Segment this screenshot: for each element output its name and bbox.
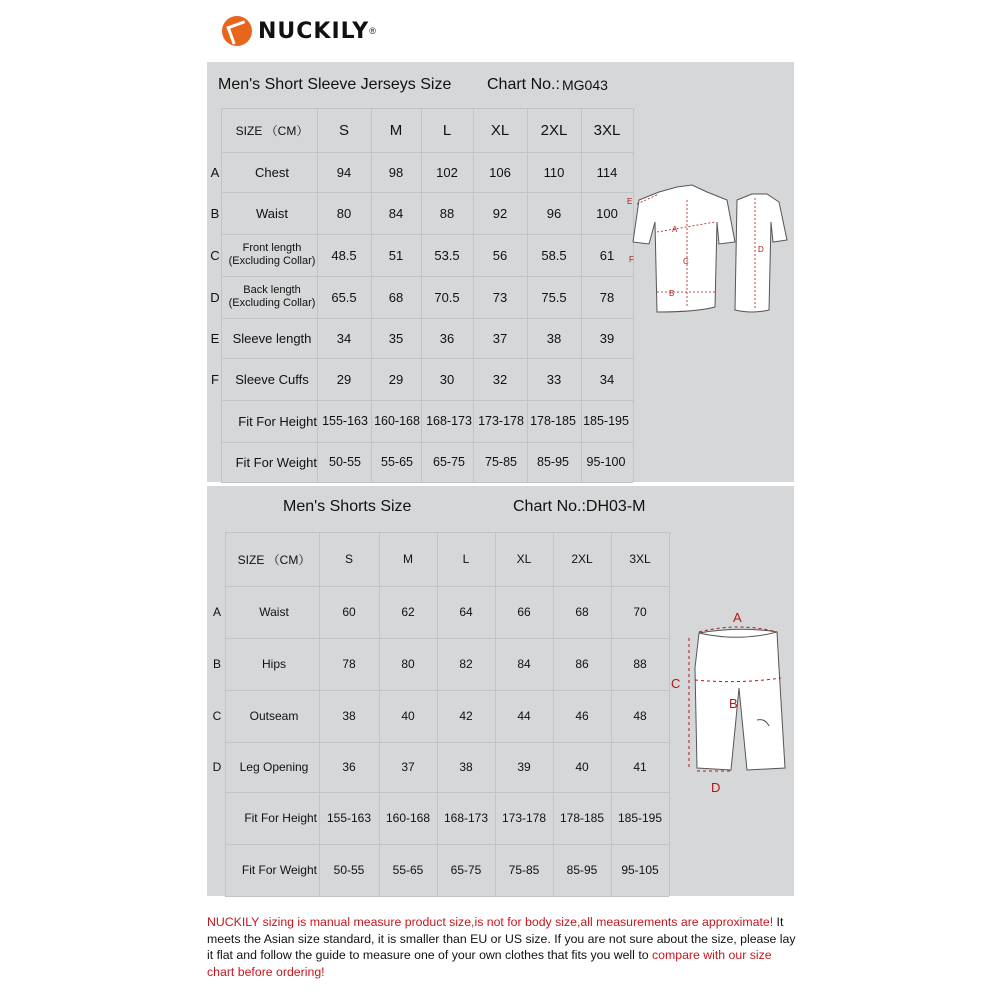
shorts-shape	[695, 629, 785, 770]
size-column-header: L	[442, 121, 452, 139]
table-cell: 75.5	[541, 289, 567, 305]
table-cell: 82	[459, 657, 473, 671]
jersey-letter-b: B	[669, 289, 675, 298]
shorts-letter-d: D	[711, 780, 721, 795]
table-cell: 40	[401, 709, 415, 723]
table-cell: 84	[517, 657, 531, 671]
table-cell: 155-163	[322, 414, 368, 428]
table-cell: 95-100	[586, 455, 626, 469]
table-cell: 114	[596, 164, 618, 180]
table-cell: 50-55	[333, 863, 365, 877]
row-label-main: Front length	[242, 242, 302, 254]
table-cell: 48	[633, 709, 647, 723]
table-cell: 58.5	[541, 247, 567, 263]
size-column-header: XL	[490, 121, 510, 139]
row-letter: D	[210, 289, 220, 305]
table-cell: 50-55	[329, 455, 361, 469]
table-cell: 70.5	[434, 289, 460, 305]
table-cell: 68	[575, 605, 589, 619]
table-cell: 35	[388, 330, 404, 346]
table-cell: 85-95	[566, 863, 598, 877]
table-cell: 168-173	[426, 414, 472, 428]
fit-height-label: Fit For Height	[238, 413, 317, 429]
table-cell: 42	[459, 709, 473, 723]
row-letter: F	[211, 371, 219, 387]
table-cell: 73	[492, 289, 508, 305]
table-cell: 88	[439, 205, 455, 221]
table-cell: 92	[492, 205, 508, 221]
table-cell: 46	[575, 709, 589, 723]
nuckily-logo-icon	[222, 16, 252, 46]
table-cell: 53.5	[434, 247, 460, 263]
row-label: Sleeve length	[232, 330, 312, 346]
table-cell: 37	[401, 760, 415, 774]
table-cell: 84	[388, 205, 404, 221]
table-cell: 178-185	[530, 414, 576, 428]
table-cell: 36	[439, 330, 455, 346]
size-column-header: XL	[516, 552, 532, 566]
table-cell: 185-195	[583, 414, 629, 428]
row-letter: E	[210, 330, 220, 346]
table-cell: 51	[388, 247, 404, 263]
table-cell: 44	[517, 709, 531, 723]
table-cell: 39	[599, 330, 615, 346]
shorts-letter-c: C	[671, 676, 681, 691]
sizing-note-body: It meets the Asian size standard, it is smaller than EU or US size. If you are not sure about the size, please lay it flat and follow the guide to measure one of your own clothes that fits you well to	[207, 915, 796, 962]
row-letter: D	[212, 760, 222, 774]
table-cell: 75-85	[485, 455, 517, 469]
jersey-diagram	[627, 182, 792, 332]
table-cell: 185-195	[617, 811, 663, 825]
table-cell: 41	[633, 760, 647, 774]
jersey-chart-no-label: Chart No.:	[487, 76, 560, 93]
sizing-note	[207, 914, 797, 980]
shorts-letter-b: B	[729, 696, 738, 711]
row-label: Chest	[255, 164, 289, 180]
jersey-front-shape	[633, 185, 735, 312]
jersey-letter-d: D	[758, 245, 764, 254]
table-cell: 86	[575, 657, 589, 671]
jersey-title: Men's Short Sleeve Jerseys Size	[218, 76, 452, 93]
row-label: Waist	[255, 205, 289, 221]
jersey-size-chart	[207, 62, 794, 482]
table-cell: 88	[633, 657, 647, 671]
size-column-header: 3XL	[629, 552, 651, 566]
jersey-letter-f: F	[629, 255, 634, 264]
size-column-header: 3XL	[593, 121, 621, 139]
table-cell: 70	[633, 605, 647, 619]
row-label-sub: (Excluding Collar)	[228, 297, 316, 309]
table-cell: 75-85	[508, 863, 540, 877]
table-cell: 38	[342, 709, 356, 723]
table-cell: 38	[459, 760, 473, 774]
table-cell: 29	[336, 371, 352, 387]
table-cell: 55-65	[392, 863, 424, 877]
table-cell: 36	[342, 760, 356, 774]
jersey-chart-no: MG043	[562, 77, 608, 93]
table-cell: 80	[336, 205, 352, 221]
table-cell: 102	[436, 164, 458, 180]
table-cell: 64	[459, 605, 473, 619]
size-header: SIZE （CM）	[235, 123, 309, 138]
row-letter: C	[212, 709, 222, 723]
table-cell: 48.5	[331, 247, 357, 263]
row-letter: C	[210, 247, 220, 263]
table-cell: 96	[546, 205, 562, 221]
table-cell: 94	[336, 164, 352, 180]
shorts-letter-a: A	[733, 610, 742, 625]
table-cell: 66	[517, 605, 531, 619]
row-label-sub: (Excluding Collar)	[228, 255, 316, 267]
table-cell: 62	[401, 605, 415, 619]
size-column-header: 2XL	[571, 552, 593, 566]
row-label: Leg Opening	[239, 760, 309, 774]
sizing-note-warning: NUCKILY sizing is manual measure product size,is not for body size,all measurements are approximate!	[207, 915, 774, 929]
grid-line	[225, 896, 669, 897]
size-column-header: L	[462, 552, 470, 566]
table-cell: 34	[599, 371, 615, 387]
row-label: Outseam	[249, 709, 299, 723]
row-letter: A	[212, 605, 221, 619]
row-label	[225, 276, 319, 318]
fit-height-label: Fit For Height	[244, 811, 317, 825]
row-label	[225, 234, 319, 276]
row-label: Sleeve Cuffs	[235, 371, 309, 387]
table-cell: 29	[388, 371, 404, 387]
row-label: Waist	[259, 605, 289, 619]
size-column-header: M	[389, 121, 403, 139]
table-cell: 155-163	[326, 811, 372, 825]
table-cell: 100	[596, 205, 618, 221]
table-cell: 37	[492, 330, 508, 346]
table-cell: 98	[388, 164, 404, 180]
table-cell: 173-178	[501, 811, 547, 825]
jersey-letter-c: C	[683, 257, 689, 266]
table-cell: 168-173	[443, 811, 489, 825]
shorts-title: Men's Shorts Size	[283, 498, 412, 515]
row-letter: B	[212, 657, 221, 671]
shorts-diagram	[669, 608, 789, 798]
table-cell: 56	[492, 247, 508, 263]
size-column-header: 2XL	[540, 121, 568, 139]
table-cell: 60	[342, 605, 356, 619]
table-cell: 106	[489, 164, 511, 180]
brand-name: NUCKILY	[258, 18, 370, 44]
table-cell: 110	[543, 164, 565, 180]
table-cell: 178-185	[559, 811, 605, 825]
sizing-note-compare: compare with our size chart before ordering!	[207, 948, 772, 979]
table-cell: 65-75	[433, 455, 465, 469]
size-column-header: S	[338, 121, 349, 139]
row-letter: A	[210, 164, 220, 180]
brand-logo	[222, 14, 376, 48]
table-cell: 65-75	[450, 863, 482, 877]
grid-line	[221, 482, 633, 483]
shorts-chart-no: Chart No.:DH03-M	[513, 498, 646, 515]
table-cell: 78	[599, 289, 615, 305]
table-cell: 61	[599, 247, 615, 263]
brand-registered-mark: ®	[369, 26, 376, 36]
table-cell: 95-105	[621, 863, 659, 877]
row-letter: B	[210, 205, 220, 221]
size-header: SIZE （CM）	[237, 552, 311, 567]
table-cell: 160-168	[374, 414, 420, 428]
table-cell: 40	[575, 760, 589, 774]
shorts-size-chart	[207, 486, 794, 896]
size-column-header: S	[344, 552, 353, 566]
table-cell: 85-95	[537, 455, 569, 469]
table-cell: 32	[492, 371, 508, 387]
jersey-letter-e: E	[627, 197, 633, 206]
table-cell: 55-65	[381, 455, 413, 469]
table-cell: 173-178	[478, 414, 524, 428]
table-cell: 30	[439, 371, 455, 387]
row-label: Hips	[261, 657, 286, 671]
size-column-header: M	[403, 552, 413, 566]
table-cell: 160-168	[385, 811, 431, 825]
table-cell: 34	[336, 330, 352, 346]
fit-weight-label: Fit For Weight	[235, 454, 317, 470]
fit-weight-label: Fit For Weight	[241, 863, 317, 877]
jersey-letter-a: A	[672, 225, 678, 234]
table-cell: 39	[517, 760, 531, 774]
table-cell: 80	[401, 657, 415, 671]
table-cell: 78	[342, 657, 356, 671]
table-cell: 33	[546, 371, 562, 387]
table-cell: 38	[546, 330, 562, 346]
table-cell: 68	[388, 289, 404, 305]
row-label-main: Back length	[243, 284, 301, 296]
table-cell: 65.5	[331, 289, 357, 305]
